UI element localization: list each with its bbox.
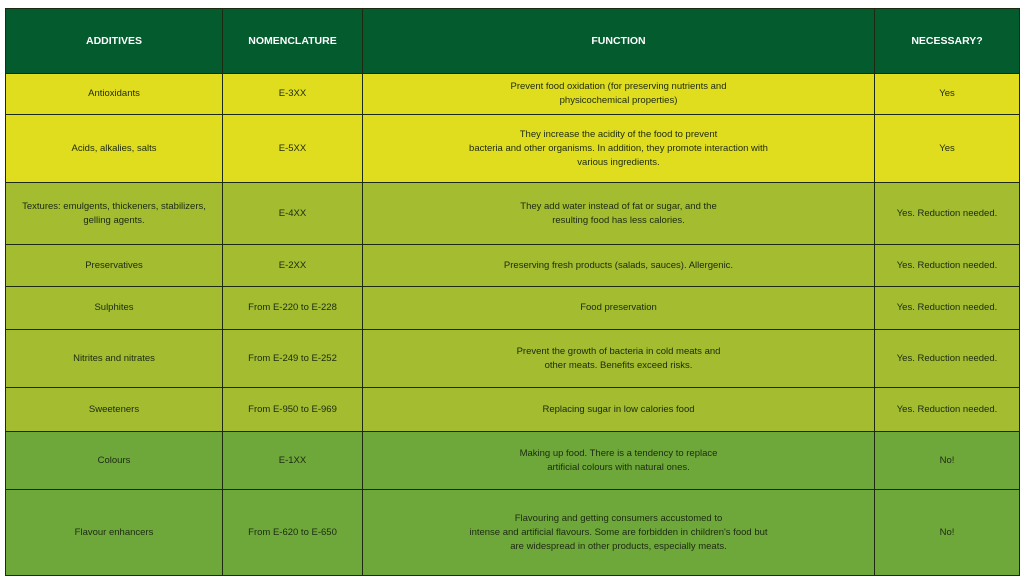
header-additives: ADDITIVES	[6, 9, 223, 74]
header-row	[6, 9, 1020, 74]
table-row	[6, 287, 1020, 330]
table-row	[6, 388, 1020, 432]
table-row	[6, 115, 1020, 183]
cell-function: They increase the acidity of the food to prevent bacteria and other organisms. In addition, they promote interaction with various ingredients.	[363, 115, 875, 183]
table-row	[6, 183, 1020, 245]
cell-nomenclature: E-3XX	[223, 74, 363, 115]
cell-necessary: No!	[875, 432, 1020, 490]
table-row	[6, 330, 1020, 388]
cell-additive: Colours	[6, 432, 223, 490]
cell-additive: Sweeteners	[6, 388, 223, 432]
cell-nomenclature: From E-220 to E-228	[223, 287, 363, 330]
cell-additive: Nitrites and nitrates	[6, 330, 223, 388]
cell-necessary: No!	[875, 490, 1020, 576]
table-row	[6, 74, 1020, 115]
cell-function: Flavouring and getting consumers accustomed to intense and artificial flavours. Some are forbidden in children's food but are widespread in other products, especially meats.	[363, 490, 875, 576]
cell-additive: Sulphites	[6, 287, 223, 330]
header-necessary: NECESSARY?	[875, 9, 1020, 74]
cell-additive: Textures: emulgents, thickeners, stabilizers, gelling agents.	[6, 183, 223, 245]
cell-additive: Flavour enhancers	[6, 490, 223, 576]
cell-function: Prevent food oxidation (for preserving nutrients and physicochemical properties)	[363, 74, 875, 115]
cell-additive: Preservatives	[6, 245, 223, 287]
header-nomenclature: NOMENCLATURE	[223, 9, 363, 74]
cell-necessary: Yes. Reduction needed.	[875, 388, 1020, 432]
cell-additive: Antioxidants	[6, 74, 223, 115]
cell-necessary: Yes	[875, 74, 1020, 115]
cell-necessary: Yes	[875, 115, 1020, 183]
cell-nomenclature: E-2XX	[223, 245, 363, 287]
cell-necessary: Yes. Reduction needed.	[875, 287, 1020, 330]
table-row	[6, 432, 1020, 490]
cell-function: Prevent the growth of bacteria in cold meats and other meats. Benefits exceed risks.	[363, 330, 875, 388]
table-row	[6, 490, 1020, 576]
cell-nomenclature: E-5XX	[223, 115, 363, 183]
header-function: FUNCTION	[363, 9, 875, 74]
table-row	[6, 245, 1020, 287]
cell-function: Replacing sugar in low calories food	[363, 388, 875, 432]
cell-additive: Acids, alkalies, salts	[6, 115, 223, 183]
cell-nomenclature: From E-950 to E-969	[223, 388, 363, 432]
cell-function: Making up food. There is a tendency to replace artificial colours with natural ones.	[363, 432, 875, 490]
additives-table	[5, 8, 1020, 576]
cell-necessary: Yes. Reduction needed.	[875, 183, 1020, 245]
cell-nomenclature: E-4XX	[223, 183, 363, 245]
cell-function: Preserving fresh products (salads, sauces). Allergenic.	[363, 245, 875, 287]
cell-nomenclature: From E-620 to E-650	[223, 490, 363, 576]
cell-necessary: Yes. Reduction needed.	[875, 245, 1020, 287]
cell-function: Food preservation	[363, 287, 875, 330]
cell-nomenclature: E-1XX	[223, 432, 363, 490]
cell-necessary: Yes. Reduction needed.	[875, 330, 1020, 388]
cell-nomenclature: From E-249 to E-252	[223, 330, 363, 388]
cell-function: They add water instead of fat or sugar, and the resulting food has less calories.	[363, 183, 875, 245]
